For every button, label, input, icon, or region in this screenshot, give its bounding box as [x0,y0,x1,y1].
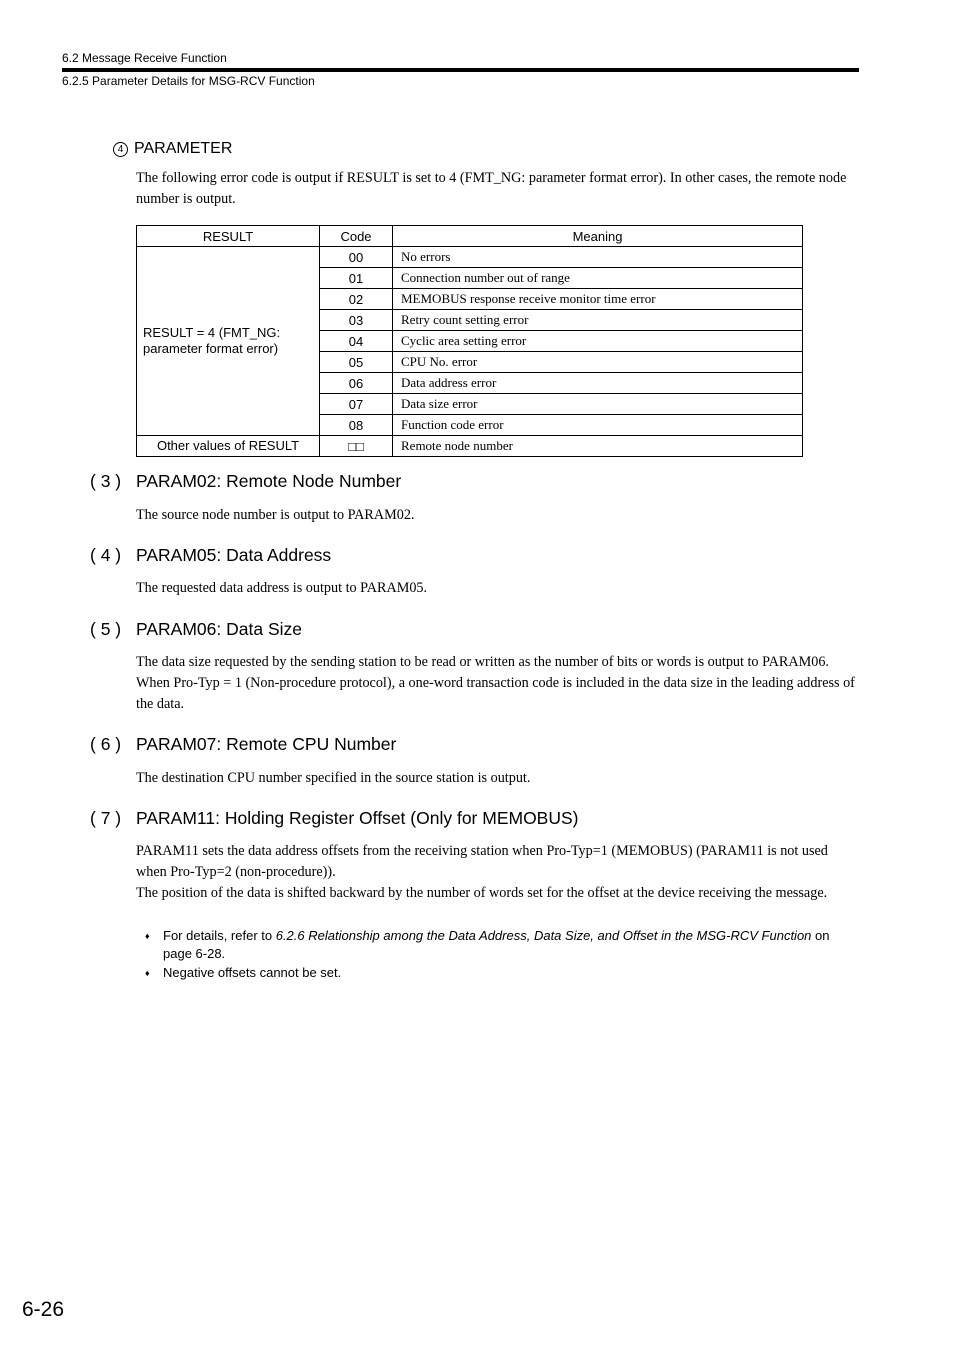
parameter-title: PARAMETER [134,140,233,157]
section-heading-5 [90,619,302,640]
section-title: PARAM05: Data Address [136,545,332,565]
bullet-item-details [145,927,860,963]
code-cell: 06 [320,373,393,394]
bullet-text [163,927,860,963]
code-cell: 07 [320,394,393,415]
meaning-cell: CPU No. error [393,352,803,373]
code-cell: 03 [320,310,393,331]
section-number: ( 6 ) [90,734,122,754]
section-text-7-p1: PARAM11 sets the data address offsets from the receiving station when Pro-Typ=1 (MEMOBUS) (PARAM11 is not used when Pro-Typ=2 (non-procedure)). [136,843,828,880]
bullet-text: Negative offsets cannot be set. [163,965,342,980]
section-number: ( 4 ) [90,545,122,565]
other-code-cell: □□ [320,436,393,457]
col-header-code: Code [320,226,393,247]
section-heading-4 [90,545,331,566]
section-number: ( 3 ) [90,471,122,491]
meaning-cell: Data address error [393,373,803,394]
parameter-heading [113,140,232,158]
section-text-5: The data size requested by the sending station to be read or written as the number of bits or words is output to PARAM06. When Pro-Typ = 1 (Non-procedure protocol), a one-word transaction code is included in the data size in the leading address of the data. [136,654,855,712]
parameter-intro: The following error code is output if RESULT is set to 4 (FMT_NG: parameter format error). In other cases, the remote node number is output. [136,170,847,207]
section-title: PARAM06: Data Size [136,619,302,639]
code-cell: 04 [320,331,393,352]
diamond-bullet-icon: ♦ [145,968,150,978]
section-heading-6 [90,734,396,755]
meaning-cell: Cyclic area setting error [393,331,803,352]
table-header-row [137,226,803,247]
section-text-6: The destination CPU number specified in the source station is output. [136,770,531,786]
col-header-meaning: Meaning [393,226,803,247]
code-cell: 00 [320,247,393,268]
section-number: ( 7 ) [90,808,122,828]
code-cell: 02 [320,289,393,310]
header-rule [62,68,859,72]
section-title: PARAM11: Holding Register Offset (Only for MEMOBUS) [136,808,579,828]
table-row-other [137,436,803,457]
meaning-cell: Data size error [393,394,803,415]
table-row [137,247,803,268]
circled-number: 4 [113,142,128,157]
section-text-7 [136,841,861,904]
code-cell: 08 [320,415,393,436]
section-number: ( 5 ) [90,619,122,639]
code-cell: 05 [320,352,393,373]
other-result-cell: Other values of RESULT [137,436,320,457]
bullet-item-negative [145,964,860,982]
section-heading-7 [90,808,579,829]
section-title: PARAM02: Remote Node Number [136,471,402,491]
bullet-text-prefix: For details, refer to [163,928,276,943]
section-text-4: The requested data address is output to PARAM05. [136,580,428,596]
section-text-7-p2: The position of the data is shifted backward by the number of words set for the offset at the device receiving the message. [136,885,828,901]
section-heading-3 [90,471,401,492]
section-text-3: The source node number is output to PARAM02. [136,507,415,523]
col-header-result: RESULT [137,226,320,247]
meaning-cell: Function code error [393,415,803,436]
header-subsection: 6.2.5 Parameter Details for MSG-RCV Function [62,74,315,88]
cross-reference-link[interactable]: 6.2.6 Relationship among the Data Address, Data Size, and Offset in the MSG-RCV Function [275,928,812,943]
header-section: 6.2 Message Receive Function [62,51,227,65]
code-cell: 01 [320,268,393,289]
meaning-cell: MEMOBUS response receive monitor time error [393,289,803,310]
section-title: PARAM07: Remote CPU Number [136,734,397,754]
page-number: 6-26 [22,1298,65,1321]
meaning-cell: Retry count setting error [393,310,803,331]
diamond-bullet-icon: ♦ [145,931,150,941]
meaning-cell: Connection number out of range [393,268,803,289]
bullet-text-suffix: on page 6-28. [163,928,830,961]
meaning-cell: No errors [393,247,803,268]
error-code-table [136,225,803,457]
result-group-cell: RESULT = 4 (FMT_NG: parameter format error) [137,247,320,436]
other-meaning-cell: Remote node number [393,436,803,457]
